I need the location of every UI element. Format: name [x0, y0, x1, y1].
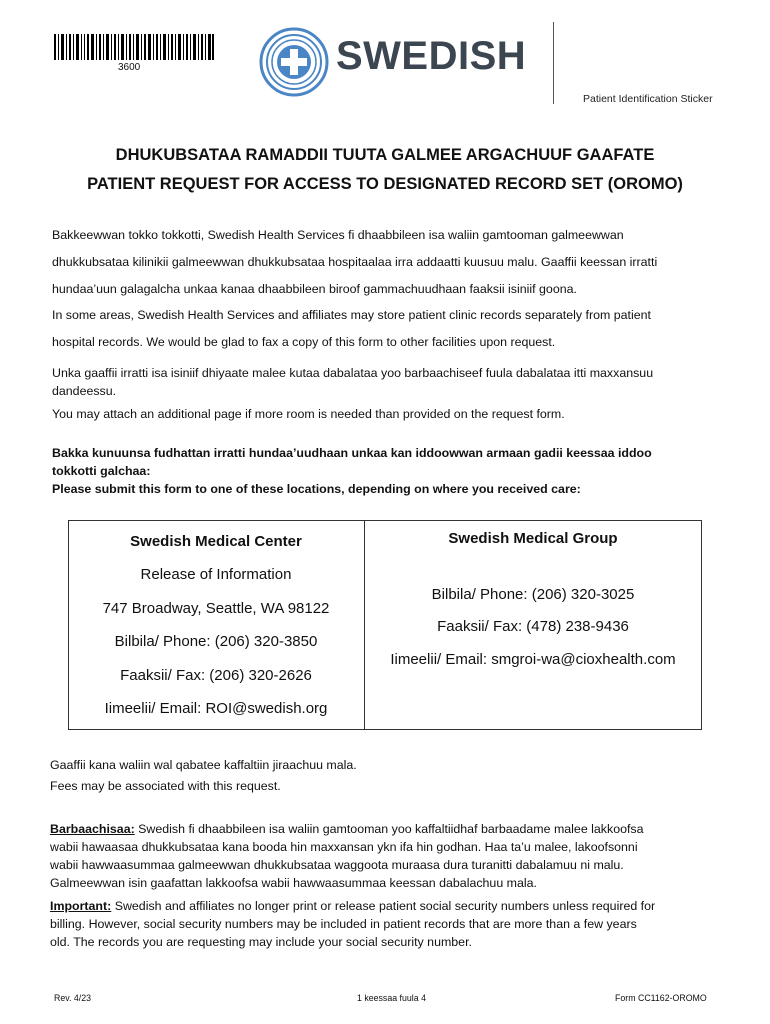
barcode — [54, 34, 214, 60]
notice-line: old. The records you are requesting may include your social security number. — [50, 935, 472, 949]
submit-line: Please submit this form to one of these locations, depending on where you received care: — [52, 482, 581, 496]
notice-line: billing. However, social security numbers may be included in patient records that are more than a few years — [50, 917, 637, 931]
center-fax: Faaksii/ Fax: (206) 320-2626 — [120, 667, 312, 684]
intro-line: hospital records. We would be glad to fax a copy of this form to other facilities upon request. — [52, 335, 556, 349]
intro-line: dhukkubsataa kilinikii galmeewwan dhukkubsataa hospitaalaa irra addaatti kuusuu malu. Gaaffii keessan irratti — [52, 255, 658, 269]
notice-line: wabii hawwaasummaa galmeewwan dhukkubsataa waggoota muraasa dura turanitti dabalamuu ni malu. — [50, 858, 624, 872]
sticker-divider — [553, 22, 554, 104]
intro-line: Bakkeewwan tokko tokkotti, Swedish Health Services fi dhaabbileen isa waliin gamtooman galmeewwan — [52, 228, 624, 242]
center-phone: Bilbila/ Phone: (206) 320-3850 — [114, 633, 318, 650]
fees-english: Fees may be associated with this request. — [50, 779, 281, 793]
notice-line: Galmeewwan isin gaafattan lakkoofsa wabii hawwaasummaa keessan dabalachuu mala. — [50, 876, 537, 890]
footer-form: Form CC1162-OROMO — [615, 993, 707, 1003]
notice-oromo-label: Barbaachisaa: — [50, 822, 135, 836]
intro-line: hundaa’uun galagalcha unkaa kanaa dhaabbileen biroof gammachuudhaan faaksii isiniif goona. — [52, 282, 577, 296]
center-name: Swedish Medical Center — [130, 533, 302, 550]
notice-text: Swedish fi dhaabbileen isa waliin gamtooman yoo kaffaltiidhaf barbaadame malee lakkoofsa — [134, 822, 644, 836]
group-phone: Bilbila/ Phone: (206) 320-3025 — [431, 586, 635, 603]
sticker-label: Patient Identification Sticker — [583, 93, 713, 105]
center-address: 747 Broadway, Seattle, WA 98122 — [102, 600, 330, 617]
fees-oromo: Gaaffii kana waliin wal qabatee kaffaltiin jiraachuu mala. — [50, 758, 357, 772]
swedish-logo-icon — [258, 24, 330, 100]
group-fax: Faaksii/ Fax: (478) 238-9436 — [437, 618, 629, 635]
logo-text: SWEDISH — [336, 34, 527, 78]
footer-rev: Rev. 4/23 — [54, 993, 91, 1003]
barcode-number: 3600 — [118, 62, 141, 73]
intro-line: In some areas, Swedish Health Services and affiliates may store patient clinic records separately from patient — [52, 308, 651, 322]
attach-line: Unka gaaffii irratti isa isiniif dhiyaate malee kutaa dabalataa yoo barbaachiseef fuula dabalataa itti maxxansuu — [52, 366, 654, 380]
notice-english-label: Important: — [50, 899, 112, 913]
attach-line: You may attach an additional page if more room is needed than provided on the request form. — [52, 407, 565, 421]
center-email: Iimeelii/ Email: ROI@swedish.org — [104, 700, 328, 717]
notice-text: Swedish and affiliates no longer print or release patient social security numbers unless required for — [111, 899, 656, 913]
group-name: Swedish Medical Group — [448, 530, 618, 547]
notice-line — [50, 820, 644, 838]
submit-line: tokkotti galchaa: — [52, 464, 151, 478]
footer-page: 1 keessaa fuula 4 — [357, 993, 426, 1003]
group-email: Iimeelii/ Email: smgroi-wa@cioxhealth.com — [390, 651, 676, 668]
notice-line — [50, 897, 655, 915]
title-oromo: DHUKUBSATAA RAMADDII TUUTA GALMEE ARGACHUUF GAAFATE — [115, 146, 655, 164]
title-english: PATIENT REQUEST FOR ACCESS TO DESIGNATED RECORD SET (OROMO) — [87, 175, 683, 193]
notice-line: wabii hawaasaa dhukkubsataa kana booda hin maxxansan ykn ifa hin godhan. Haa ta’u malee, lakoofsonni — [50, 840, 638, 854]
center-dept: Release of Information — [140, 566, 292, 583]
submit-line: Bakka kunuunsa fudhattan irratti hundaa’uudhaan unkaa kan iddoowwan armaan gadii keessaa iddoo — [52, 446, 652, 460]
attach-line: dandeessu. — [52, 384, 117, 398]
